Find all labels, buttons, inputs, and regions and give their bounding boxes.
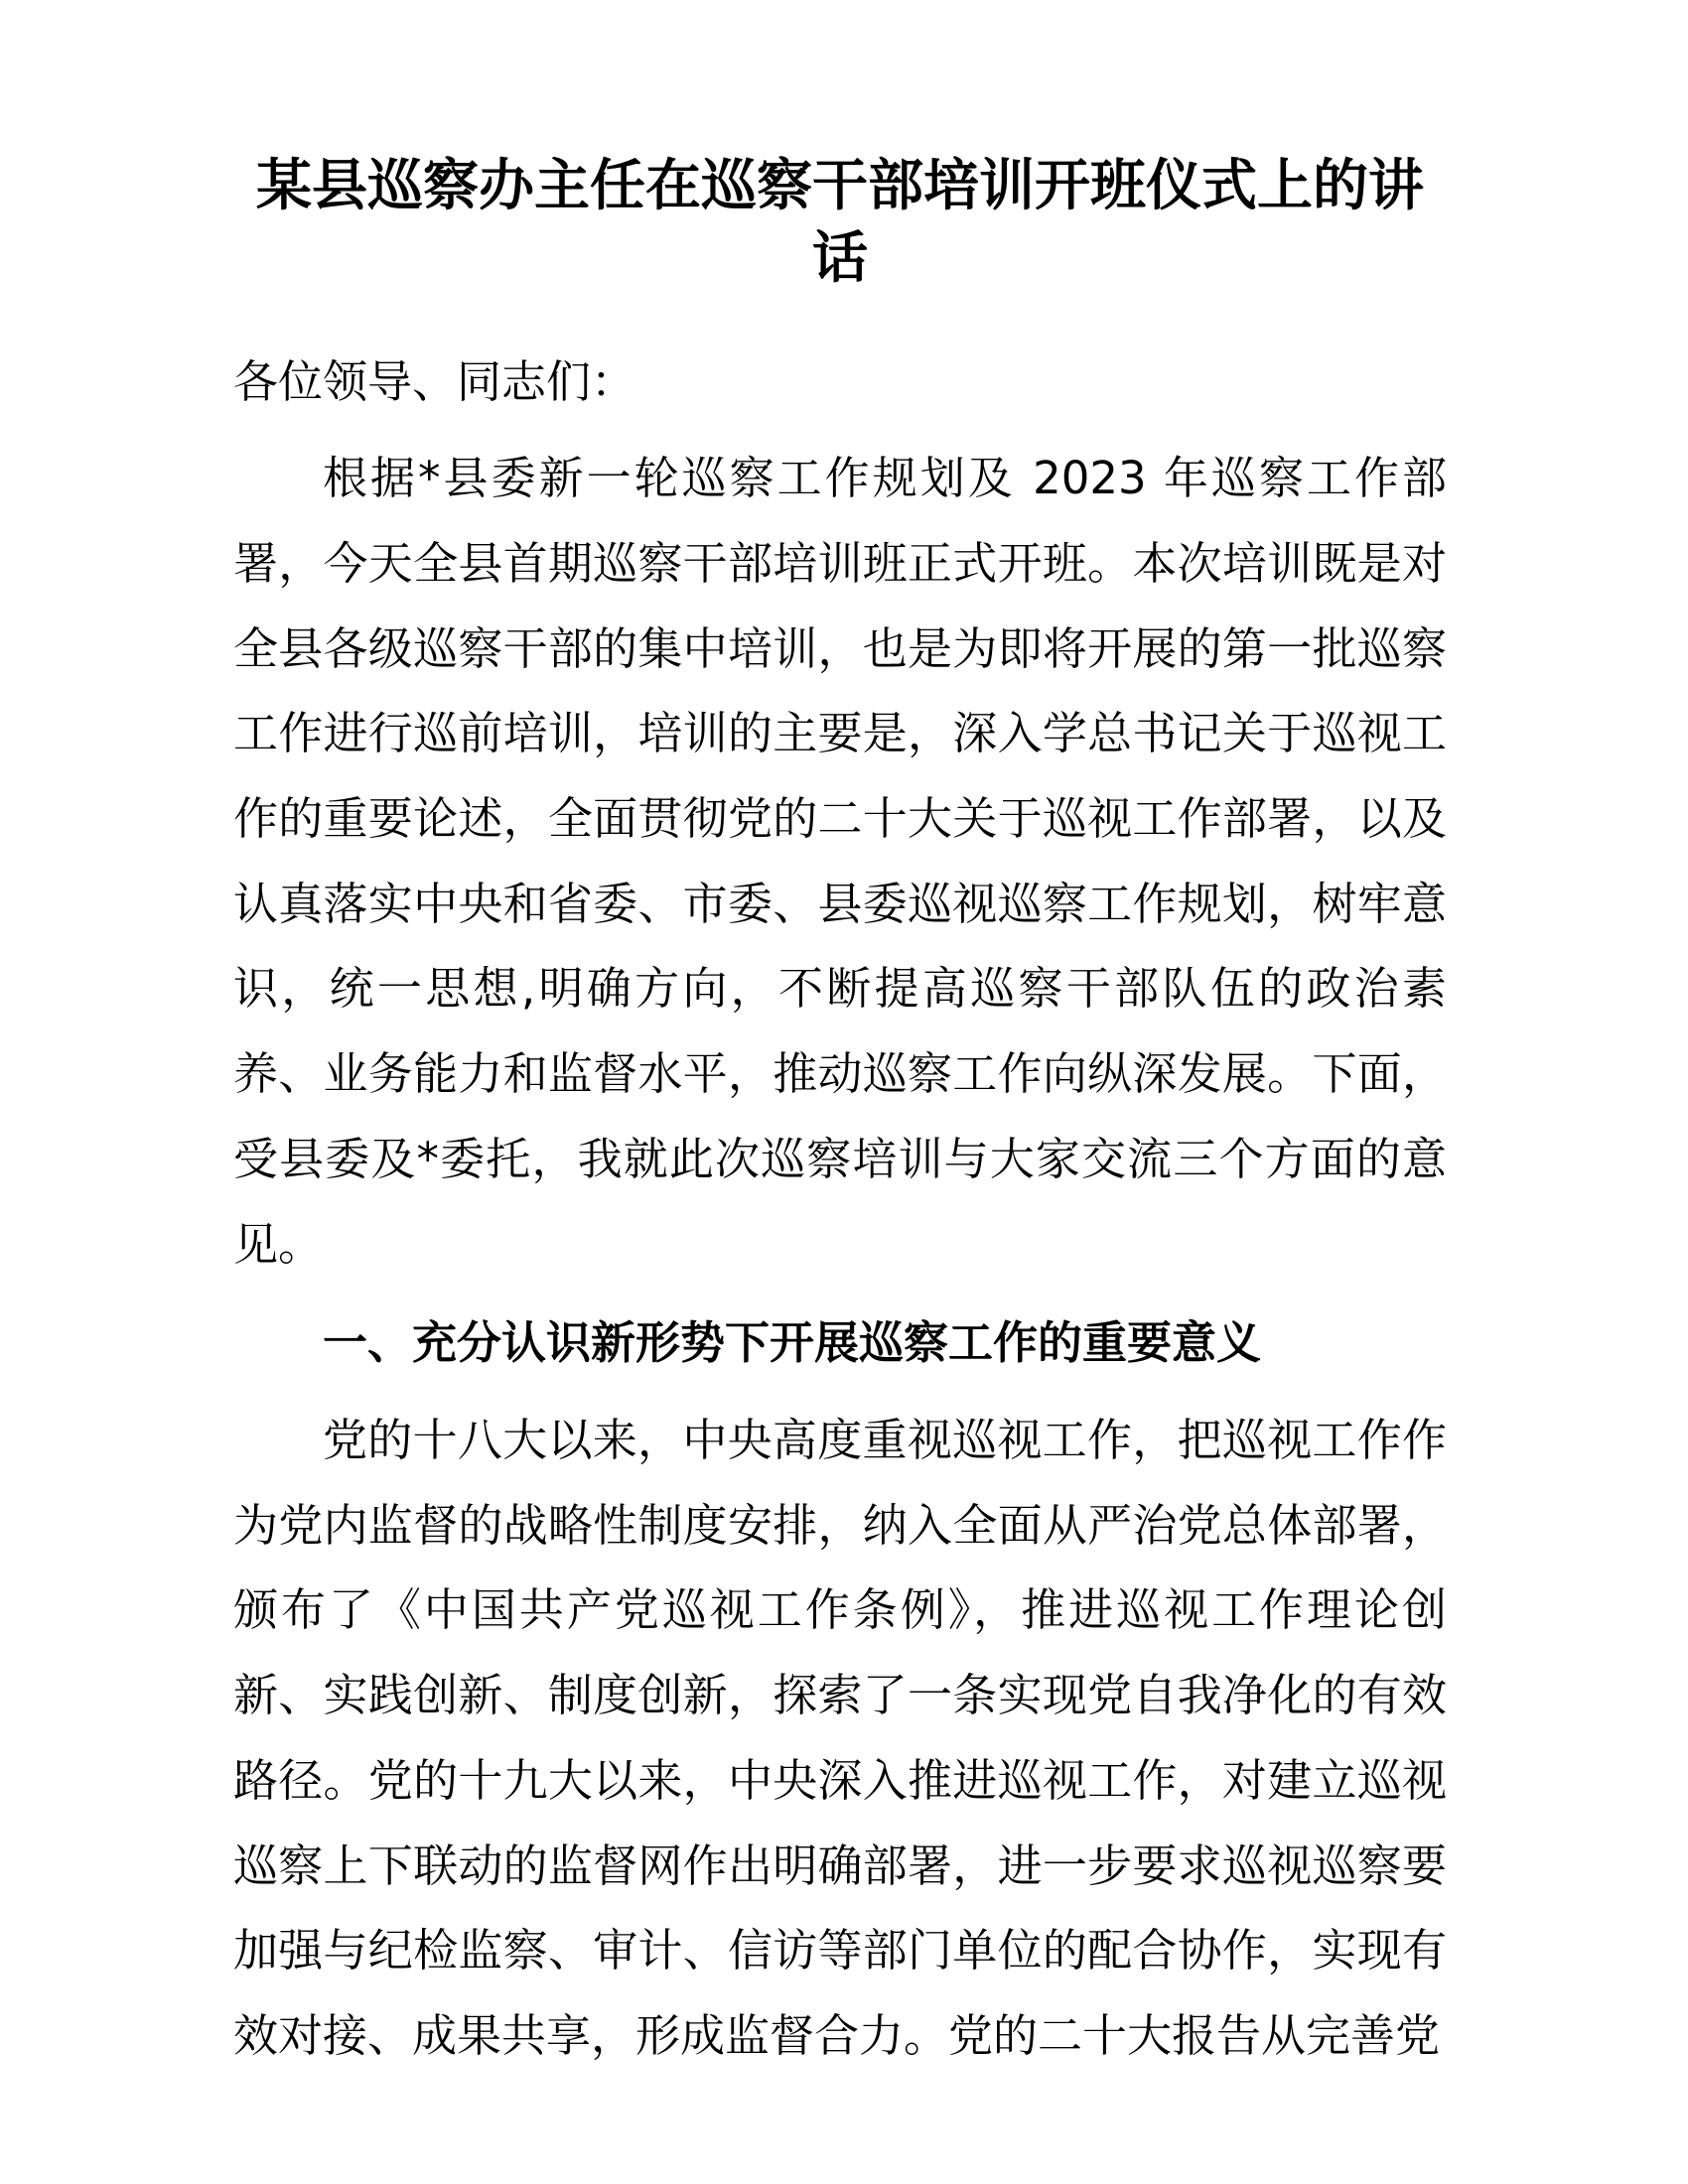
paragraph-intro: 根据*县委新一轮巡察工作规划及 2023 年巡察工作部署，今天全县首期巡察干部培训班正式开班。本次培训既是对全县各级巡察干部的集中培训，也是为即将开展的第一批巡察工作进行巡前培训，培训的主要是，深入学总书记关于巡视工作的重要论述，全面贯彻党的二十大关于巡视工作部署，以及认真落实中央和省委、市委、县委巡视巡察工作规划，树牢意识，统一思想,明确方向，不断提高巡察干部队伍的政治素养、业务能力和监督水平，推动巡察工作向纵深发展。下面，受县委及*委托，我就此次巡察培训与大家交流三个方面的意见。 (233, 452, 1447, 1271)
paragraph-section-one-body: 党的十八大以来，中央高度重视巡视工作，把巡视工作作为党内监督的战略性制度安排，纳入全面从严治党总体部署，颁布了《中国共产党巡视工作条例》，推进巡视工作理论创新、实践创新、制度创新，探索了一条实现党自我净化的有效路径。党的十九大以来，中央深入推进巡视工作，对建立巡视巡察上下联动的监督网作出明确部署，进一步要求巡视巡察要加强与纪检监察、审计、信访等部门单位的配合协作，实现有效对接、成果共享，形成监督合力。党的二十大报告从完善党 (233, 1414, 1447, 2063)
section-heading-one: 一、充分认识新形势下开展巡察工作的重要意义 (323, 1316, 1262, 1370)
document-body (233, 0, 1447, 2079)
page-title: 某县巡察办主任在巡察干部培训开班仪式上的讲话 (256, 154, 1424, 291)
salutation-line: 各位领导、同志们： (233, 354, 636, 408)
